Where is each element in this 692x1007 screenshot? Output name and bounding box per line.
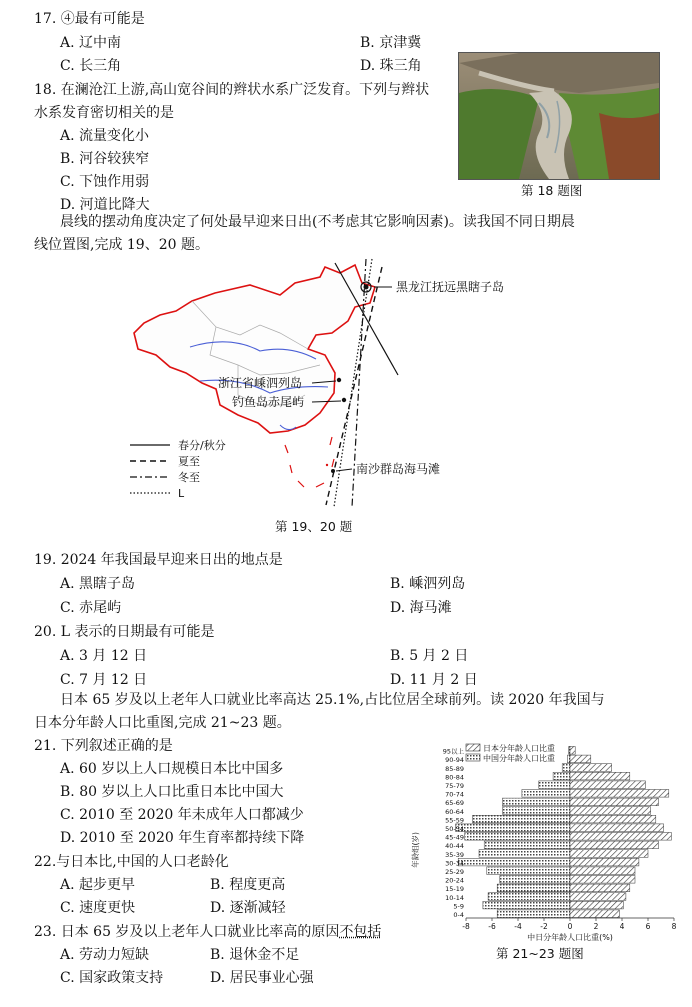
y-tick-label: 0-4: [453, 911, 464, 919]
y-tick-label: 45-49: [445, 833, 464, 842]
q21-option-a: A. 60 岁以上人口规模日本比中国多: [60, 761, 284, 777]
label-nansha: 南沙群岛海马滩: [356, 462, 441, 476]
q19-option-b: B. 嵊泗列岛: [390, 576, 466, 592]
nansha-marker: [331, 469, 335, 473]
bar-japan: [570, 764, 612, 772]
pyramid-caption: 第 21~23 题图: [496, 946, 584, 961]
q23-stem-emphasis: 不包括: [339, 924, 382, 940]
bar-china: [488, 893, 570, 901]
bar-japan: [570, 884, 630, 892]
bar-china: [484, 841, 570, 849]
q17-option-b: B. 京津冀: [360, 35, 422, 51]
y-tick-label: 80-84: [445, 773, 464, 782]
legend-l: L: [178, 487, 185, 500]
legend-equinox: 春分/秋分: [178, 439, 226, 452]
x-tick-label: 8: [671, 922, 677, 931]
q21-option-c: C. 2010 至 2020 年未成年人口都减少: [60, 807, 304, 823]
bar-japan: [570, 850, 648, 858]
q22-option-d: D. 逐渐减轻: [210, 900, 286, 916]
q22-option-c: C. 速度更快: [60, 900, 136, 916]
shengsi-marker: [337, 378, 341, 382]
bar-china: [562, 764, 570, 772]
q18-option-a: A. 流量变化小: [60, 128, 150, 144]
y-axis-label: 年龄组(岁): [411, 832, 420, 868]
y-tick-label: 65-69: [445, 799, 464, 808]
terminator-map: [120, 255, 540, 515]
q22-option-b: B. 程度更高: [210, 877, 286, 893]
q18-stem-line2: 水系发育密切相关的是: [34, 105, 174, 121]
y-tick-label: 70-74: [445, 790, 464, 799]
bar-china: [539, 781, 570, 789]
q19-option-a: A. 黑瞎子岛: [60, 576, 136, 592]
q17-option-a: A. 辽中南: [60, 35, 122, 51]
legend-japan: 日本分年龄人口比重: [483, 744, 555, 753]
y-tick-label: 5-9: [453, 902, 464, 911]
y-tick-label: 25-29: [445, 868, 464, 876]
bar-china: [479, 850, 570, 858]
q18-option-c: C. 下蚀作用弱: [60, 174, 150, 190]
x-tick-label: 2: [593, 922, 599, 931]
y-tick-label: 30-34: [445, 859, 464, 868]
bar-china: [473, 815, 571, 823]
y-tick-label: 40-44: [445, 842, 464, 851]
q20-option-d: D. 11 月 2 日: [390, 672, 478, 688]
bar-china: [483, 901, 570, 909]
intro-19-20-line2: 线位置图,完成 19、20 题。: [34, 237, 209, 253]
bar-japan: [570, 815, 656, 823]
legend-swatch-japan: [466, 744, 480, 751]
bar-china: [567, 755, 570, 763]
y-tick-label: 15-19: [445, 885, 464, 894]
bar-china: [497, 884, 570, 892]
x-tick-label: -2: [540, 922, 548, 931]
q18-stem-line1: 18. 在澜沧江上游,高山宽谷间的辫状水系广泛发育。下列与辫状: [34, 82, 430, 98]
x-tick-label: -6: [488, 922, 496, 931]
x-tick-label: -4: [514, 922, 522, 931]
bar-china: [487, 867, 570, 875]
photo-caption: 第 18 题图: [521, 183, 583, 198]
q19-option-d: D. 海马滩: [390, 600, 452, 616]
y-tick-label: 90-94: [445, 756, 464, 765]
y-tick-label: 95以上: [442, 747, 464, 756]
label-shengsi: 浙江省嵊泗列岛: [218, 376, 303, 390]
bar-china: [456, 824, 570, 832]
q23-stem-text: 23. 日本 65 岁及以上老年人口就业比率高的原因: [34, 924, 340, 940]
bar-china: [500, 876, 570, 884]
intro-21-23-line2: 日本分年龄人口比重图,完成 21~23 题。: [34, 715, 291, 731]
bar-japan: [570, 867, 635, 875]
q22-option-a: A. 起步更早: [60, 877, 136, 893]
bar-japan: [570, 798, 658, 806]
bar-china: [502, 798, 570, 806]
q23-option-a: A. 劳动力短缺: [60, 947, 150, 963]
q17-option-d: D. 珠三角: [360, 58, 422, 74]
diaoyu-marker: [342, 398, 346, 402]
intro-19-20-line1: 晨线的摆动角度决定了何处最早迎来日出(不考虑其它影响因素)。读我国不同日期晨: [60, 214, 575, 230]
q21-option-d: D. 2010 至 2020 年生育率都持续下降: [60, 830, 305, 846]
bar-japan: [570, 901, 623, 909]
q17-stem: 17. ④最有可能是: [34, 11, 145, 27]
q20-stem: 20. L 表示的日期最有可能是: [34, 624, 215, 640]
braided-river-photo: [458, 52, 660, 180]
q23-option-b: B. 退休金不足: [210, 947, 300, 963]
x-tick-label: 6: [645, 922, 651, 931]
x-axis-label: 中日分年龄人口比重(%): [527, 933, 613, 942]
x-tick-label: 4: [619, 922, 625, 931]
y-tick-label: 60-64: [445, 807, 464, 816]
legend-winter: 冬至: [178, 471, 200, 484]
q18-option-d: D. 河道比降大: [60, 197, 150, 213]
bar-japan: [570, 772, 630, 780]
q20-option-a: A. 3 月 12 日: [60, 648, 148, 664]
q21-stem: 21. 下列叙述正确的是: [34, 738, 173, 754]
south-china-sea-dashes: [285, 437, 334, 487]
q19-stem: 19. 2024 年我国最早迎来日出的地点是: [34, 552, 283, 568]
map-caption: 第 19、20 题: [275, 519, 353, 534]
legend-china: 中国分年龄人口比重: [483, 754, 555, 763]
legend-swatch-china: [466, 754, 480, 761]
bar-japan: [570, 833, 671, 841]
q23-option-d: D. 居民事业心强: [210, 970, 314, 986]
x-tick-label: 0: [567, 922, 573, 931]
y-tick-label: 10-14: [445, 893, 464, 902]
bar-japan: [570, 807, 651, 815]
q23-stem: [34, 922, 381, 942]
q18-option-b: B. 河谷较狭窄: [60, 151, 150, 167]
y-tick-label: 20-24: [445, 876, 464, 885]
bar-japan: [570, 910, 619, 918]
bar-japan: [570, 790, 669, 798]
bar-china: [458, 858, 570, 866]
bar-china: [497, 910, 570, 918]
y-tick-label: 75-79: [445, 782, 464, 790]
y-tick-label: 50-54: [445, 825, 464, 833]
y-tick-label: 55-59: [445, 816, 464, 825]
q20-option-b: B. 5 月 2 日: [390, 648, 469, 664]
q20-option-c: C. 7 月 12 日: [60, 672, 148, 688]
label-heixiazi: 黑龙江抚远黑瞎子岛: [396, 280, 505, 294]
x-tick-label: -8: [462, 922, 470, 931]
q23-option-c: C. 国家政策支持: [60, 970, 164, 986]
y-tick-label: 85-89: [445, 764, 464, 773]
bar-china: [465, 833, 570, 841]
intro-21-23-line1: 日本 65 岁及以上老年人口就业比率高达 25.1%,占比位居全球前列。读 2020 年我国与: [60, 692, 605, 708]
bar-china: [553, 772, 570, 780]
population-pyramid-chart: [410, 740, 682, 945]
q22-stem: 22.与日本比,中国的人口老龄化: [34, 854, 229, 870]
label-diaoyu: 钓鱼岛赤尾屿: [232, 395, 305, 409]
bar-japan: [570, 824, 664, 832]
bar-japan: [570, 876, 635, 884]
q21-option-b: B. 80 岁以上人口比重日本比中国大: [60, 784, 284, 800]
legend-summer: 夏至: [178, 455, 200, 468]
bar-japan: [570, 893, 626, 901]
bar-japan: [570, 747, 575, 755]
bar-japan: [570, 858, 639, 866]
q17-option-c: C. 长三角: [60, 58, 122, 74]
bar-china: [502, 807, 570, 815]
bar-japan: [570, 755, 591, 763]
q19-option-c: C. 赤尾屿: [60, 600, 122, 616]
y-tick-label: 35-39: [445, 850, 464, 859]
bar-china: [522, 790, 570, 798]
bar-japan: [570, 841, 658, 849]
bar-japan: [570, 781, 645, 789]
